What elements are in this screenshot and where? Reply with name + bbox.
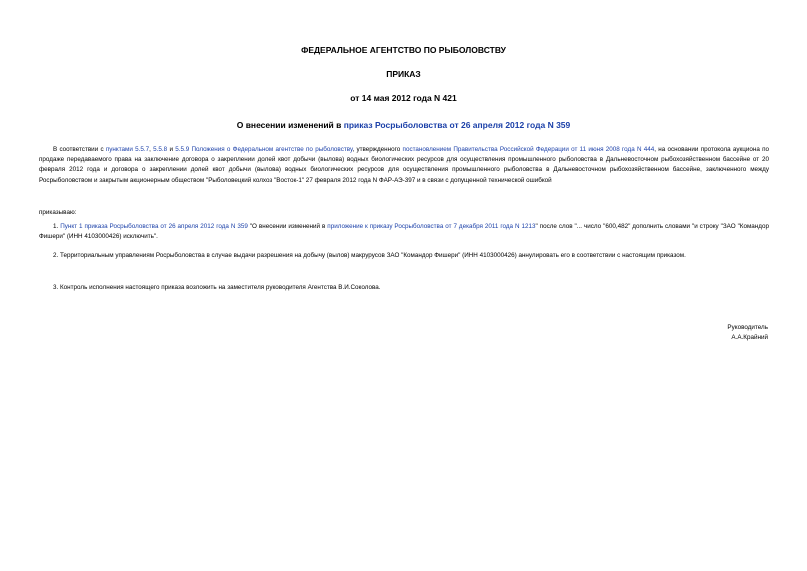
link-regulation[interactable]: 5.5.9 Положения о Федеральном агентстве по рыболовству — [175, 146, 353, 153]
link-order-1213-appendix[interactable]: приложение к приказу Росрыболовства от 7 декабря 2011 года N 1213 — [327, 223, 536, 230]
basis-text-3: и — [167, 146, 176, 153]
link-item-5-5-7[interactable]: пунктами 5.5.7 — [105, 146, 150, 153]
basis-text-1: В соответствии с — [53, 146, 106, 153]
order-item-3: 3. Контроль исполнения настоящего приказа возложить на заместителя руководителя Агентства В.И.Соколова. — [53, 284, 381, 291]
link-item-5-5-8[interactable]: 5.5.8 — [153, 146, 168, 153]
item1-text-2: "О внесении изменений в — [247, 223, 328, 230]
document-subject — [0, 120, 807, 131]
basis-text-5: , на основании протокола аукциона по продаже передаваемого права на заключение договора о закреплении долей квот добычи (вылова) водных биологических ресурсов для осуществления промышленного рыболовства в Дальневосточном рыбохозяйственном бассейне от 20 февраля 2012 года и договора о закреплении долей квот добычи (вылова) водных биологических ресурсов для осуществления промышленного рыболовства в Дальневосточном рыбохозяйственном бассейне, заключенного между Росрыболовством и закрытым акционерным обществом "Рыболовецкий колхоз "Восток-1" 27 февраля 2012 года N ФАР-АЭ-397 и в связи с допущенной технической ошибкой — [39, 146, 770, 184]
link-government-decree[interactable]: постановлением Правительства Российской Федерации от 11 июня 2008 года N 444 — [402, 146, 655, 153]
link-order-359-item-1[interactable]: Пункт 1 приказа Росрыболовства от 26 апреля 2012 года N 359 — [60, 223, 248, 230]
item1-text-1: 1. — [53, 223, 61, 230]
basis-text-2: , — [149, 146, 154, 153]
signature-name: А.А.Крайний — [731, 334, 768, 342]
subject-link[interactable]: приказ Росрыболовства от 26 апреля 2012 года N 359 — [343, 120, 571, 130]
basis-text-4: , утвержденного — [352, 146, 403, 153]
signature-position: Руководитель — [727, 324, 768, 331]
order-item-2: 2. Территориальным управлениям Росрыболовства в случае выдачи разрешения на добычу (вылов) макрурусов ЗАО "Командор Фишери" (ИНН 4103000426) аннулировать его в соответствии с настоящим приказом. — [53, 252, 686, 259]
document-date-number: от 14 мая 2012 года N 421 — [350, 93, 457, 103]
subject-prefix: О внесении изменений в — [236, 120, 344, 130]
agency-title: ФЕДЕРАЛЬНОЕ АГЕНТСТВО ПО РЫБОЛОВСТВУ — [301, 45, 506, 55]
signature-block — [727, 323, 768, 343]
order-word: приказываю: — [39, 209, 77, 216]
item1-text-3: " после слов "... число "600,482" дополнить словами "и строку "ЗАО "Командор Фишери" (ИНН 4103000426) исключить". — [39, 223, 769, 241]
order-item-1 — [39, 222, 769, 242]
document-type: ПРИКАЗ — [386, 69, 421, 79]
basis-paragraph — [39, 145, 769, 186]
